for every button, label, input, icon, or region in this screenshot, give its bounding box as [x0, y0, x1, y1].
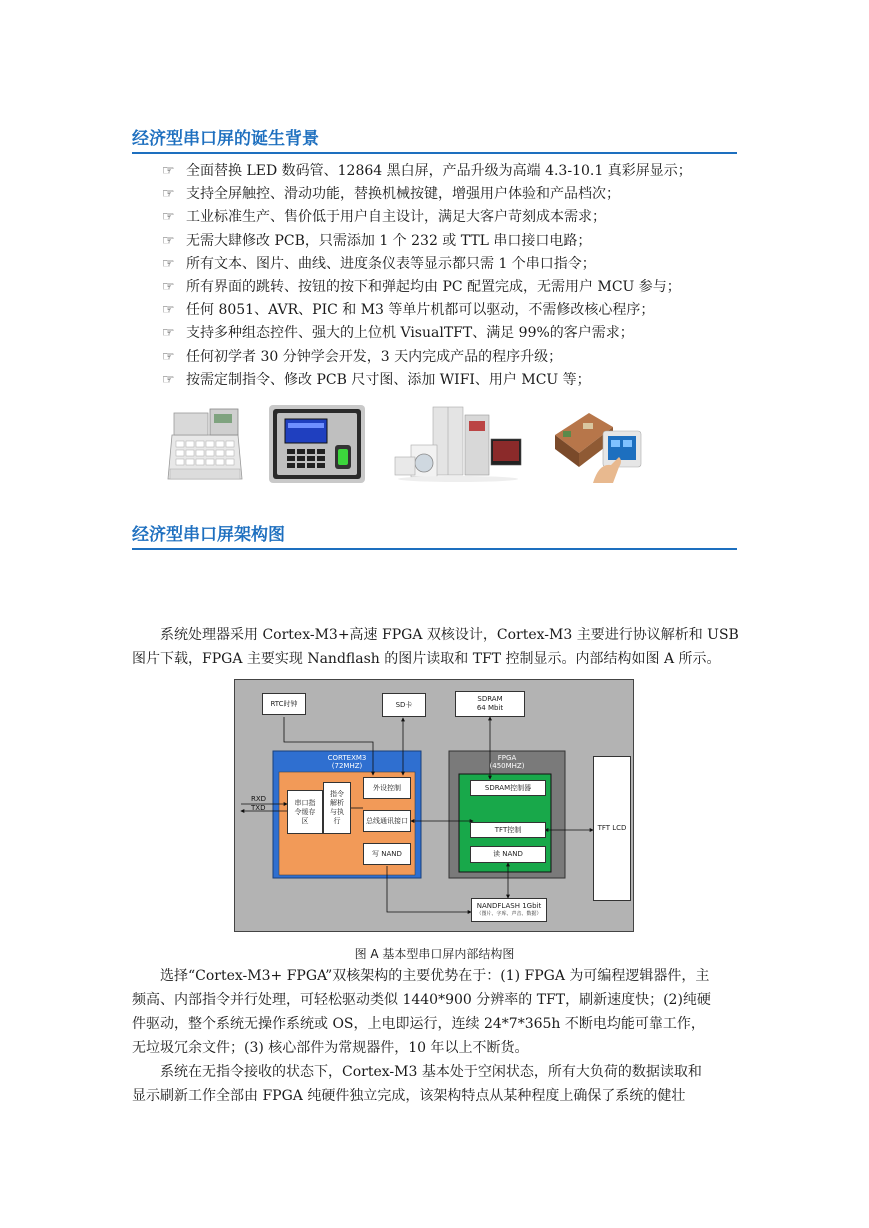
list-item	[162, 253, 692, 276]
bus-interface-box: 总线通讯接口	[363, 810, 411, 832]
paragraph-line: 无垃圾冗余文件；(3) 核心部件为常规器件，10 年以上不断货。	[132, 1040, 529, 1056]
pointing-hand-icon: ☞	[162, 232, 175, 249]
command-parser-box: 指令解析与执行	[323, 782, 351, 834]
tft-lcd-box: TFT LCD	[593, 756, 631, 901]
smart-home-panel-image	[553, 405, 647, 483]
figure-caption: 图 A 基本型串口屏内部结构图	[354, 947, 515, 961]
txd-label: TXD	[251, 804, 266, 812]
pointing-hand-icon: ☞	[162, 278, 175, 295]
nandflash-box	[471, 898, 547, 922]
list-item-text: 任何初学者 30 分钟学会开发，3 天内完成产品的程序升级；	[186, 348, 563, 365]
write-nand-box: 写 NAND	[363, 843, 411, 865]
list-item	[162, 276, 692, 299]
pointing-hand-icon: ☞	[162, 186, 175, 203]
sdram-controller-box: SDRAM控制器	[470, 780, 546, 796]
paragraph-line: 件驱动，整个系统无操作系统或 OS，上电即运行，连续 24*7*365h 不断电均能可靠工作，	[132, 1016, 705, 1032]
intro-paragraph	[132, 623, 738, 671]
architecture-diagram	[234, 679, 634, 932]
sd-card-box: SD卡	[382, 693, 426, 717]
cortex-name: CORTEXM3	[327, 754, 367, 762]
pointing-hand-icon: ☞	[162, 163, 175, 179]
paragraph-line: 显示刷新工作全部由 FPGA 纯硬件独立完成，该架构特点从某种程度上确保了系统的健壮	[132, 1088, 686, 1104]
advantages-paragraph	[132, 964, 738, 1060]
pointing-hand-icon: ☞	[162, 302, 175, 319]
list-item	[162, 369, 692, 392]
list-item	[162, 299, 692, 322]
nandflash-contents-label: （图片、字库、声音、数据）	[476, 911, 542, 917]
list-item-text: 任何 8051、AVR、PIC 和 M3 等单片机都可以驱动，不需修改核心程序；	[186, 302, 655, 319]
pointing-hand-icon: ☞	[162, 209, 175, 226]
nandflash-label: NANDFLASH 1Gbit	[476, 902, 542, 910]
list-item-text: 全面替换 LED 数码管、12864 黑白屏，产品升级为高端 4.3-10.1 真彩屏显示；	[186, 163, 692, 179]
cortex-label	[273, 754, 421, 770]
attendance-terminal-image	[269, 405, 365, 483]
product-photo-strip	[0, 405, 869, 485]
uart-buffer-box: 串口指令缓存区	[287, 790, 323, 834]
list-item-text: 支持全屏触控、滑动功能，替换机械按键，增强用户体验和产品档次；	[186, 186, 620, 203]
cash-register-image	[166, 405, 244, 483]
sdram-label: SDRAM	[477, 695, 503, 703]
home-appliances-image	[393, 405, 523, 483]
pointing-hand-icon: ☞	[162, 371, 175, 388]
list-item	[162, 160, 692, 183]
read-nand-box: 读 NAND	[470, 846, 546, 863]
section-heading-background: 经济型串口屏的诞生背景	[132, 128, 737, 154]
list-item	[162, 322, 692, 345]
pointing-hand-icon: ☞	[162, 348, 175, 365]
idle-state-paragraph	[132, 1060, 738, 1108]
pointing-hand-icon: ☞	[162, 255, 175, 272]
fpga-name: FPGA	[497, 754, 517, 762]
fpga-freq: (450MHZ)	[489, 762, 525, 770]
tft-control-box: TFT控制	[470, 822, 546, 838]
section-heading-architecture: 经济型串口屏架构图	[132, 524, 737, 550]
list-item-text: 所有界面的跳转、按钮的按下和弹起均由 PC 配置完成，无需用户 MCU 参与；	[186, 278, 681, 295]
paragraph-line: 系统处理器采用 Cortex-M3+高速 FPGA 双核设计，Cortex-M3 主要进行协议解析和 USB	[160, 627, 739, 643]
feature-list	[162, 160, 692, 392]
list-item	[162, 206, 692, 229]
list-item	[162, 183, 692, 206]
paragraph-line: 图片下载，FPGA 主要实现 Nandflash 的图片读取和 TFT 控制显示。内部结构如图 A 所示。	[132, 651, 721, 667]
list-item-text: 工业标准生产、售价低于用户自主设计，满足大客户苛刻成本需求；	[186, 209, 606, 226]
paragraph-line: 系统在无指令接收的状态下，Cortex-M3 基本处于空闲状态，所有大负荷的数据读取和	[160, 1064, 702, 1080]
peripheral-control-box: 外设控制	[363, 777, 411, 799]
fpga-label	[449, 754, 565, 770]
paragraph-line: 频高、内部指令并行处理，可轻松驱动类似 1440*900 分辨率的 TFT，刷新速度快；(2)纯硬	[132, 992, 711, 1008]
paragraph-line: 选择“Cortex-M3+ FPGA”双核架构的主要优势在于：(1) FPGA 为可编程逻辑器件，主	[160, 968, 710, 984]
list-item-text: 支持多种组态控件、强大的上位机 VisualTFT、满足 99%的客户需求；	[186, 325, 634, 342]
rxd-label: RXD	[251, 795, 267, 803]
list-item-text: 按需定制指令、修改 PCB 尺寸图、添加 WIFI、用户 MCU 等；	[186, 371, 591, 388]
list-item	[162, 346, 692, 369]
sdram-size-label: 64 Mbit	[476, 704, 504, 712]
list-item-text: 无需大肆修改 PCB，只需添加 1 个 232 或 TTL 串口接口电路；	[186, 232, 592, 249]
rtc-box: RTC时钟	[262, 693, 306, 715]
sdram-box	[455, 691, 525, 717]
cortex-freq: (72MHZ)	[331, 762, 363, 770]
list-item-text: 所有文本、图片、曲线、进度条仪表等显示都只需 1 个串口指令；	[186, 255, 596, 272]
list-item	[162, 230, 692, 253]
pointing-hand-icon: ☞	[162, 325, 175, 342]
